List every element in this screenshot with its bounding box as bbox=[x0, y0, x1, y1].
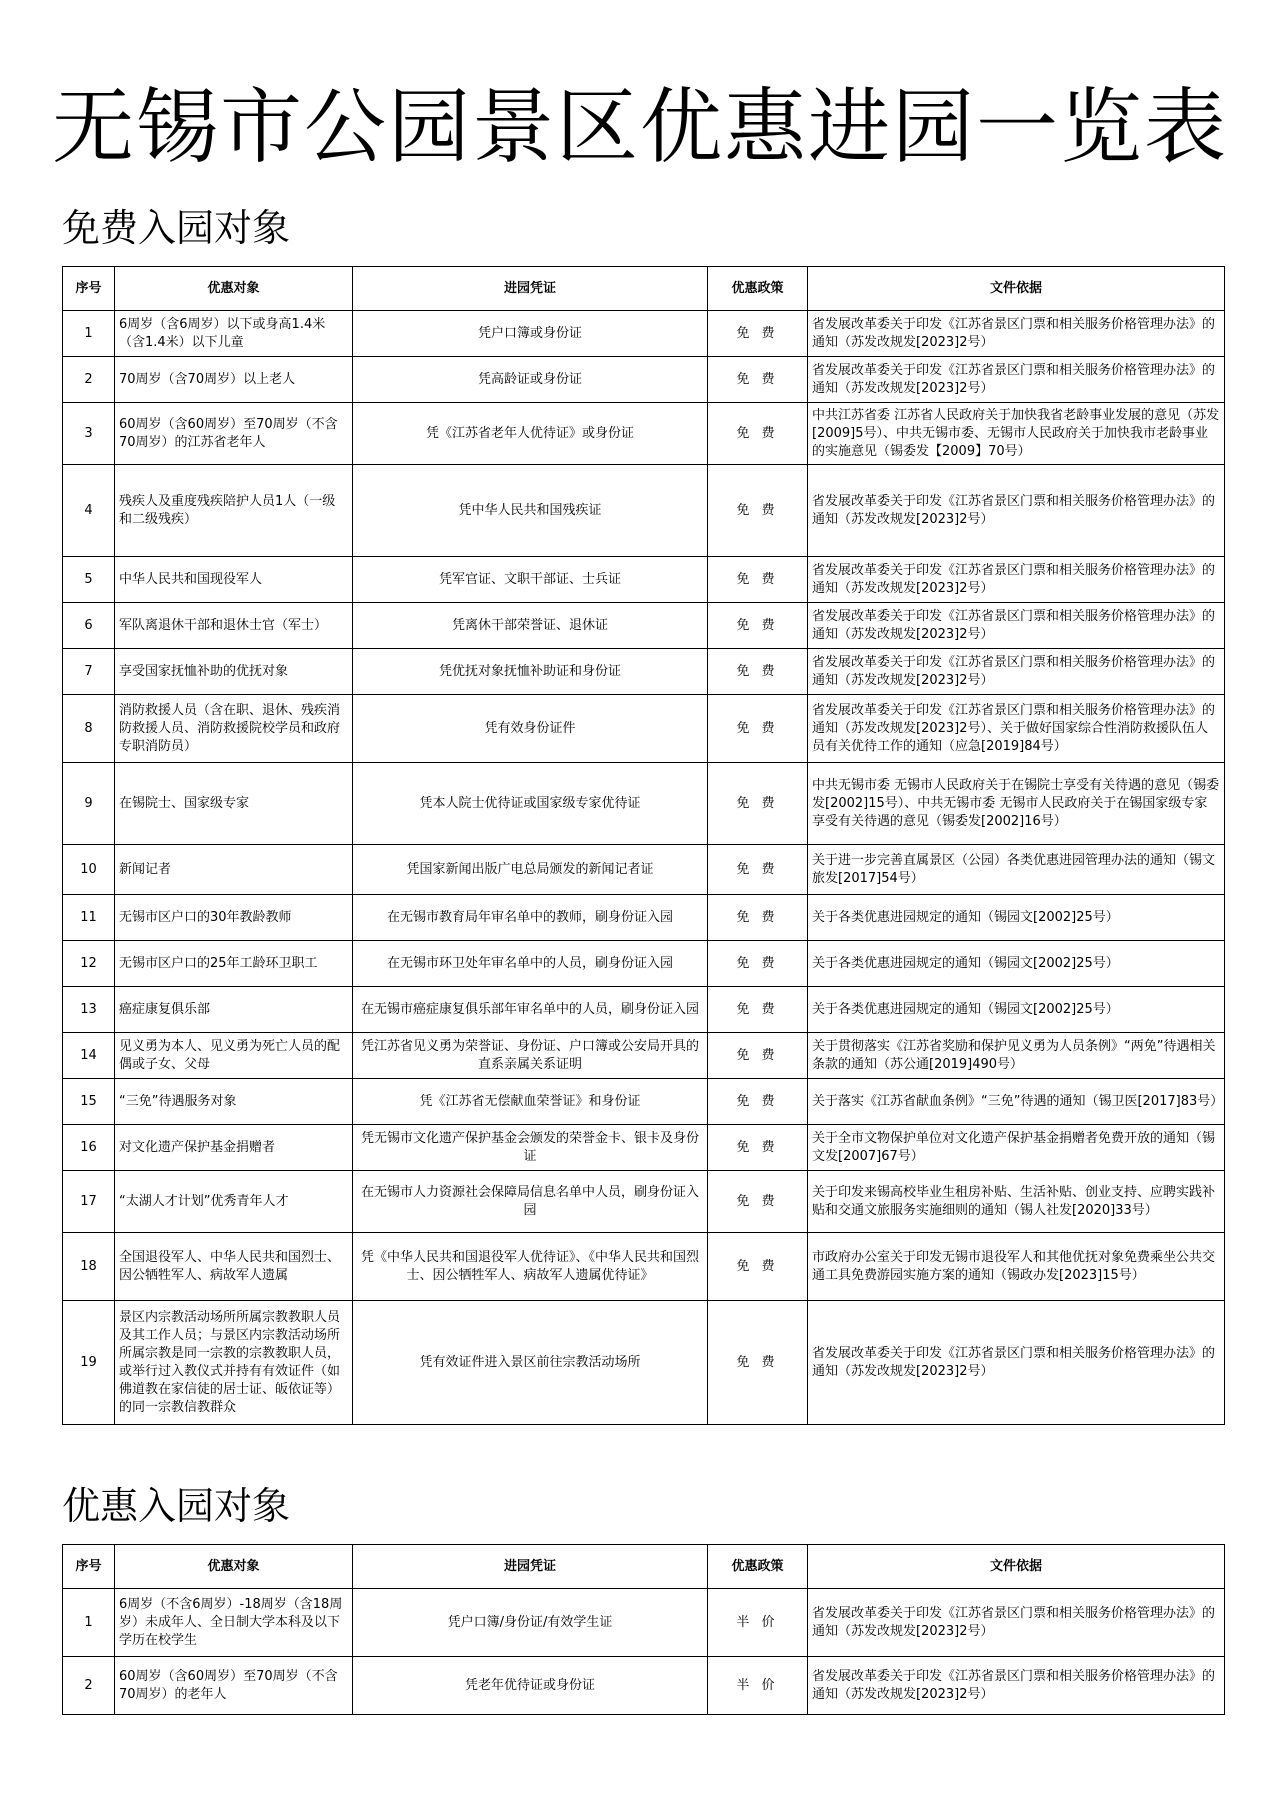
cell-credential: 凭户口簿或身份证 bbox=[353, 311, 708, 357]
cell-seq: 9 bbox=[63, 763, 115, 845]
table-row bbox=[63, 987, 1225, 1033]
header-seq: 序号 bbox=[63, 267, 115, 311]
cell-target: 60周岁（含60周岁）至70周岁（不含70周岁）的江苏省老年人 bbox=[115, 403, 353, 465]
cell-credential: 凭户口簿/身份证/有效学生证 bbox=[353, 1589, 708, 1657]
cell-policy: 免 费 bbox=[708, 895, 808, 941]
header-policy: 优惠政策 bbox=[708, 267, 808, 311]
discount-section-title: 优惠入园对象 bbox=[62, 1484, 291, 1528]
cell-policy: 免 费 bbox=[708, 311, 808, 357]
cell-credential: 在无锡市癌症康复俱乐部年审名单中的人员，刷身份证入园 bbox=[353, 987, 708, 1033]
cell-target: 军队离退休干部和退休士官（军士） bbox=[115, 603, 353, 649]
cell-target: 对文化遗产保护基金捐赠者 bbox=[115, 1125, 353, 1171]
cell-target: 享受国家抚恤补助的优抚对象 bbox=[115, 649, 353, 695]
table-row bbox=[63, 311, 1225, 357]
cell-seq: 12 bbox=[63, 941, 115, 987]
cell-credential: 凭有效身份证件 bbox=[353, 695, 708, 763]
cell-policy: 免 费 bbox=[708, 1079, 808, 1125]
table-row bbox=[63, 403, 1225, 465]
table-row bbox=[63, 1079, 1225, 1125]
cell-credential: 凭本人院士优待证或国家级专家优待证 bbox=[353, 763, 708, 845]
cell-policy: 免 费 bbox=[708, 357, 808, 403]
cell-basis: 省发展改革委关于印发《江苏省景区门票和相关服务价格管理办法》的通知（苏发改规发[2023]2号）、关于做好国家综合性消防救援队伍人员有关优待工作的通知（应急[2019]84号） bbox=[808, 695, 1225, 763]
cell-policy: 免 费 bbox=[708, 403, 808, 465]
cell-seq: 19 bbox=[63, 1301, 115, 1425]
cell-policy: 免 费 bbox=[708, 763, 808, 845]
cell-credential: 凭《中华人民共和国退役军人优待证》、《中华人民共和国烈士、因公牺牲军人、病故军人遗属优待证》 bbox=[353, 1233, 708, 1301]
cell-policy: 免 费 bbox=[708, 1125, 808, 1171]
table-row bbox=[63, 603, 1225, 649]
cell-credential: 凭国家新闻出版广电总局颁发的新闻记者证 bbox=[353, 845, 708, 895]
cell-credential: 在无锡市人力资源社会保障局信息名单中人员，刷身份证入园 bbox=[353, 1171, 708, 1233]
cell-credential: 凭优抚对象抚恤补助证和身份证 bbox=[353, 649, 708, 695]
cell-seq: 8 bbox=[63, 695, 115, 763]
cell-policy: 免 费 bbox=[708, 941, 808, 987]
cell-target: 中华人民共和国现役军人 bbox=[115, 557, 353, 603]
table-row bbox=[63, 1657, 1225, 1715]
table-row bbox=[63, 1589, 1225, 1657]
table-row bbox=[63, 763, 1225, 845]
discount-table-header bbox=[63, 1545, 1225, 1589]
cell-credential: 在无锡市环卫处年审名单中的人员，刷身份证入园 bbox=[353, 941, 708, 987]
free-table bbox=[62, 266, 1225, 1425]
cell-basis: 关于印发来锡高校毕业生租房补贴、生活补贴、创业支持、应聘实践补贴和交通文旅服务实施细则的通知（锡人社发[2020]33号） bbox=[808, 1171, 1225, 1233]
cell-basis: 省发展改革委关于印发《江苏省景区门票和相关服务价格管理办法》的通知（苏发改规发[2023]2号） bbox=[808, 603, 1225, 649]
cell-basis: 省发展改革委关于印发《江苏省景区门票和相关服务价格管理办法》的通知（苏发改规发[2023]2号） bbox=[808, 357, 1225, 403]
table-row bbox=[63, 1033, 1225, 1079]
cell-credential: 凭无锡市文化遗产保护基金会颁发的荣誉金卡、银卡及身份证 bbox=[353, 1125, 708, 1171]
cell-policy: 免 费 bbox=[708, 603, 808, 649]
cell-seq: 1 bbox=[63, 311, 115, 357]
cell-target: 无锡市区户口的25年工龄环卫职工 bbox=[115, 941, 353, 987]
cell-target: 新闻记者 bbox=[115, 845, 353, 895]
header-credential: 进园凭证 bbox=[353, 1545, 708, 1589]
table-row bbox=[63, 1301, 1225, 1425]
cell-seq: 14 bbox=[63, 1033, 115, 1079]
cell-seq: 5 bbox=[63, 557, 115, 603]
cell-credential: 凭《江苏省老年人优待证》或身份证 bbox=[353, 403, 708, 465]
cell-basis: 关于各类优惠进园规定的通知（锡园文[2002]25号） bbox=[808, 987, 1225, 1033]
cell-policy: 免 费 bbox=[708, 1233, 808, 1301]
cell-basis: 省发展改革委关于印发《江苏省景区门票和相关服务价格管理办法》的通知（苏发改规发[2023]2号） bbox=[808, 649, 1225, 695]
page-title: 无锡市公园景区优惠进园一览表 bbox=[51, 80, 1228, 175]
cell-policy: 免 费 bbox=[708, 987, 808, 1033]
cell-credential: 凭江苏省见义勇为荣誉证、身份证、户口簿或公安局开具的直系亲属关系证明 bbox=[353, 1033, 708, 1079]
table-row bbox=[63, 357, 1225, 403]
table-row bbox=[63, 465, 1225, 557]
cell-seq: 11 bbox=[63, 895, 115, 941]
cell-credential: 凭有效证件进入景区前往宗教活动场所 bbox=[353, 1301, 708, 1425]
cell-target: 6周岁（含6周岁）以下或身高1.4米（含1.4米）以下儿童 bbox=[115, 311, 353, 357]
cell-seq: 3 bbox=[63, 403, 115, 465]
cell-basis: 关于落实《江苏省献血条例》“三免”待遇的通知（锡卫医[2017]83号） bbox=[808, 1079, 1225, 1125]
cell-basis: 中共无锡市委 无锡市人民政府关于在锡院士享受有关待遇的意见（锡委发[2002]15号）、中共无锡市委 无锡市人民政府关于在锡国家级专家享受有关待遇的意见（锡委发[2002]16号） bbox=[808, 763, 1225, 845]
cell-credential: 在无锡市教育局年审名单中的教师，刷身份证入园 bbox=[353, 895, 708, 941]
cell-seq: 6 bbox=[63, 603, 115, 649]
table-row bbox=[63, 557, 1225, 603]
free-section-title: 免费入园对象 bbox=[62, 206, 291, 250]
cell-target: 景区内宗教活动场所所属宗教教职人员及其工作人员；与景区内宗教活动场所所属宗教是同一宗教的宗教教职人员，或举行过入教仪式并持有有效证件（如佛道教在家信徒的居士证、皈依证等）的同一宗教信教群众 bbox=[115, 1301, 353, 1425]
cell-basis: 关于全市文物保护单位对文化遗产保护基金捐赠者免费开放的通知（锡文发[2007]67号） bbox=[808, 1125, 1225, 1171]
table-row bbox=[63, 1125, 1225, 1171]
cell-target: 70周岁（含70周岁）以上老人 bbox=[115, 357, 353, 403]
cell-target: 无锡市区户口的30年教龄教师 bbox=[115, 895, 353, 941]
cell-basis: 关于各类优惠进园规定的通知（锡园文[2002]25号） bbox=[808, 941, 1225, 987]
cell-target: 见义勇为本人、见义勇为死亡人员的配偶或子女、父母 bbox=[115, 1033, 353, 1079]
cell-credential: 凭老年优待证或身份证 bbox=[353, 1657, 708, 1715]
cell-basis: 中共江苏省委 江苏省人民政府关于加快我省老龄事业发展的意见（苏发[2009]5号）、中共无锡市委、无锡市人民政府关于加快我市老龄事业的实施意见（锡委发【2009】70号） bbox=[808, 403, 1225, 465]
cell-seq: 13 bbox=[63, 987, 115, 1033]
cell-seq: 16 bbox=[63, 1125, 115, 1171]
header-credential: 进园凭证 bbox=[353, 267, 708, 311]
cell-policy: 免 费 bbox=[708, 649, 808, 695]
cell-policy: 免 费 bbox=[708, 1033, 808, 1079]
cell-basis: 省发展改革委关于印发《江苏省景区门票和相关服务价格管理办法》的通知（苏发改规发[2023]2号） bbox=[808, 1589, 1225, 1657]
cell-credential: 凭军官证、文职干部证、士兵证 bbox=[353, 557, 708, 603]
cell-policy: 免 费 bbox=[708, 557, 808, 603]
cell-target: 消防救援人员（含在职、退休、残疾消防救援人员、消防救援院校学员和政府专职消防员） bbox=[115, 695, 353, 763]
cell-credential: 凭中华人民共和国残疾证 bbox=[353, 465, 708, 557]
cell-credential: 凭《江苏省无偿献血荣誉证》和身份证 bbox=[353, 1079, 708, 1125]
cell-seq: 17 bbox=[63, 1171, 115, 1233]
cell-target: “太湖人才计划”优秀青年人才 bbox=[115, 1171, 353, 1233]
cell-seq: 4 bbox=[63, 465, 115, 557]
discount-table bbox=[62, 1544, 1225, 1715]
table-row bbox=[63, 1233, 1225, 1301]
table-row bbox=[63, 1171, 1225, 1233]
cell-seq: 15 bbox=[63, 1079, 115, 1125]
cell-basis: 省发展改革委关于印发《江苏省景区门票和相关服务价格管理办法》的通知（苏发改规发[2023]2号） bbox=[808, 1657, 1225, 1715]
cell-policy: 免 费 bbox=[708, 1301, 808, 1425]
cell-credential: 凭离休干部荣誉证、退休证 bbox=[353, 603, 708, 649]
cell-target: 6周岁（不含6周岁）-18周岁（含18周岁）未成年人、全日制大学本科及以下学历在校学生 bbox=[115, 1589, 353, 1657]
cell-target: 癌症康复俱乐部 bbox=[115, 987, 353, 1033]
table-row bbox=[63, 649, 1225, 695]
cell-target: 60周岁（含60周岁）至70周岁（不含70周岁）的老年人 bbox=[115, 1657, 353, 1715]
cell-policy: 免 费 bbox=[708, 1171, 808, 1233]
cell-policy: 免 费 bbox=[708, 465, 808, 557]
cell-seq: 1 bbox=[63, 1589, 115, 1657]
cell-target: 在锡院士、国家级专家 bbox=[115, 763, 353, 845]
cell-policy: 免 费 bbox=[708, 845, 808, 895]
cell-seq: 10 bbox=[63, 845, 115, 895]
cell-credential: 凭高龄证或身份证 bbox=[353, 357, 708, 403]
cell-policy: 半 价 bbox=[708, 1657, 808, 1715]
cell-seq: 2 bbox=[63, 357, 115, 403]
cell-target: 残疾人及重度残疾陪护人员1人（一级和二级残疾） bbox=[115, 465, 353, 557]
cell-basis: 关于贯彻落实《江苏省奖励和保护见义勇为人员条例》“两免”待遇相关条款的通知（苏公通[2019]490号） bbox=[808, 1033, 1225, 1079]
header-basis: 文件依据 bbox=[808, 267, 1225, 311]
cell-basis: 关于进一步完善直属景区（公园）各类优惠进园管理办法的通知（锡文旅发[2017]54号） bbox=[808, 845, 1225, 895]
header-target: 优惠对象 bbox=[115, 1545, 353, 1589]
cell-basis: 市政府办公室关于印发无锡市退役军人和其他优抚对象免费乘坐公共交通工具免费游园实施方案的通知（锡政办发[2023]15号） bbox=[808, 1233, 1225, 1301]
cell-policy: 半 价 bbox=[708, 1589, 808, 1657]
cell-basis: 关于各类优惠进园规定的通知（锡园文[2002]25号） bbox=[808, 895, 1225, 941]
cell-basis: 省发展改革委关于印发《江苏省景区门票和相关服务价格管理办法》的通知（苏发改规发[2023]2号） bbox=[808, 311, 1225, 357]
header-seq: 序号 bbox=[63, 1545, 115, 1589]
cell-seq: 2 bbox=[63, 1657, 115, 1715]
cell-seq: 7 bbox=[63, 649, 115, 695]
cell-target: “三免”待遇服务对象 bbox=[115, 1079, 353, 1125]
cell-policy: 免 费 bbox=[708, 695, 808, 763]
header-target: 优惠对象 bbox=[115, 267, 353, 311]
cell-basis: 省发展改革委关于印发《江苏省景区门票和相关服务价格管理办法》的通知（苏发改规发[2023]2号） bbox=[808, 1301, 1225, 1425]
cell-basis: 省发展改革委关于印发《江苏省景区门票和相关服务价格管理办法》的通知（苏发改规发[2023]2号） bbox=[808, 557, 1225, 603]
cell-seq: 18 bbox=[63, 1233, 115, 1301]
cell-basis: 省发展改革委关于印发《江苏省景区门票和相关服务价格管理办法》的通知（苏发改规发[2023]2号） bbox=[808, 465, 1225, 557]
cell-target: 全国退役军人、中华人民共和国烈士、因公牺牲军人、病故军人遗属 bbox=[115, 1233, 353, 1301]
table-row bbox=[63, 941, 1225, 987]
header-basis: 文件依据 bbox=[808, 1545, 1225, 1589]
free-table-header bbox=[63, 267, 1225, 311]
header-policy: 优惠政策 bbox=[708, 1545, 808, 1589]
table-row bbox=[63, 695, 1225, 763]
table-row bbox=[63, 895, 1225, 941]
table-row bbox=[63, 845, 1225, 895]
